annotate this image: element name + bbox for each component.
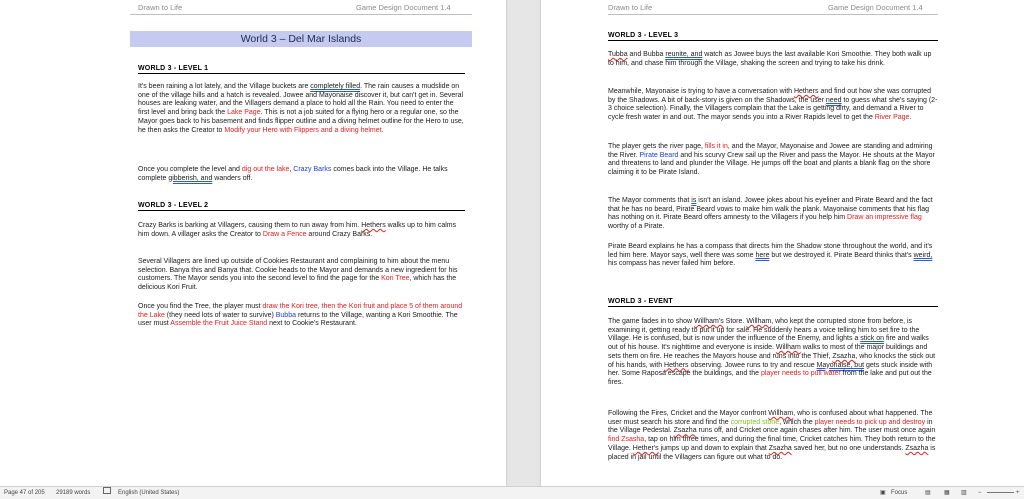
- heading-level2: WORLD 3 - LEVEL 2: [138, 202, 465, 211]
- header-right: Game Design Document 1.4: [828, 3, 923, 12]
- zoom-in-icon[interactable]: +: [1016, 490, 1020, 496]
- heading-level3: WORLD 3 - LEVEL 3: [608, 32, 938, 41]
- level3-paragraph-5: Pirate Beard explains he has a compass that directs him the Shadow stone throughout the world, and it's led him here. Mayor says, well there was some here but we destroyed it. Pirate Beard thinks that's weird, his compass has never failed him before.: [608, 243, 933, 268]
- header-left: Drawn to Life: [608, 3, 653, 12]
- word-count[interactable]: 29189 words: [56, 490, 91, 496]
- focus-icon[interactable]: ▣: [880, 490, 886, 496]
- heading-level1: WORLD 3 - LEVEL 1: [138, 65, 465, 74]
- event-paragraph-2: Following the Fires, Cricket and the Mayor confront Willham, who is confused about what happened. The user must search his store and find the corrupted stone, which the player needs to pick up and destroy in the Village Pedestal. Zsazha runs off, and Cricket once again chases after him. The user must once again find Zsasha, tap on him three times, and during the final time, Cricket catches him. They both return to the Village. Hether's jumps up and down to explain that Zsazha saved her, but no one understands. Zsazha is placed in jail until the Villagers can figure out what to do.: [608, 410, 936, 461]
- level3-paragraph-2: Meanwhile, Mayonaise is trying to have a conversation with Hethers and find out how she was corrupted by the Shadows. A bit of back-story is given on the Shadows, the user need to guess what she's saying (2-3 choice selection). Finally, the Villagers complain that the Lake is getting dirty, and demand a River to cycle fresh water in and out. The mayor sends you into a River Rapids level to get the River Page.: [608, 88, 938, 122]
- level3-paragraph-1: Tubba and Bubba reunite, and watch as Jowee buys the last available Kori Smoothie. They both walk up to him, and chase him through the Village, shaking the screen and trying to take his drink.: [608, 51, 932, 67]
- header-rule: [130, 14, 472, 15]
- level1-paragraph-2: Once you complete the level and dig out the lake, Crazy Barks comes back into the Village. He talks complete gibberish, and wanders off.: [138, 166, 448, 182]
- read-mode-icon[interactable]: ▤: [925, 490, 931, 496]
- web-layout-icon[interactable]: ▥: [961, 490, 967, 496]
- level3-paragraph-4: The Mayor comments that is isn't an island. Jowee jokes about his eyeliner and Pirate Beard and the fact that he has no beard, Pirate Beard vows to make him walk the plank. Mayonaise comments that his flag has nothing on it. Pirate Beard offers amnesty to the Villagers if you help him Draw an impressive flag worthy of a Pirate.: [608, 197, 933, 231]
- page-count[interactable]: Page 47 of 205: [4, 490, 45, 496]
- language-indicator[interactable]: English (United States): [118, 490, 180, 496]
- print-layout-icon[interactable]: ▦: [944, 490, 950, 496]
- header-rule: [608, 14, 938, 15]
- header-left: Drawn to Life: [138, 3, 183, 12]
- world-title-band: World 3 – Del Mar Islands: [130, 31, 472, 47]
- event-paragraph-1: The game fades in to show Willham's Store. Willham, who kept the corrupted stone from before, is examining it, getting ready to put it up for sale. He suddenly hears a voice telling him to set fire to the Village. He is confused, but is now under the influence of the Enemy, and lights a stick on fire and walks out of his house. It's nighttime and everyone is inside. Willham walks to most of the major buildings and sets them on fire. He reaches the Mayors house and runs into the Thief, Zsazha, who knocks the stick out of his hands, with Hethers observing. Jowee runs to try and rescue Mayonaise, but gets stuck inside with her. Some Raposa escape the buildings, and the player needs to pull water from the lake and put out the fires.: [608, 318, 936, 386]
- document-page-right: [541, 0, 1024, 486]
- zoom-slider[interactable]: [987, 492, 1014, 493]
- level2-paragraph-1: Crazy Barks is barking at Villagers, causing them to run away from him. Hethers walks up to him calms him down. A villager asks the Creator to Draw a Fence around Crazy Barks.: [138, 222, 457, 238]
- header-right: Game Design Document 1.4: [356, 3, 451, 12]
- level2-paragraph-3: Once you find the Tree, the player must draw the Kori tree, then the Kori fruit and place 5 of them around the Lake (they need lots of water to survive) Bubba returns to the Village, wanting a Kori Smoothie. The user must Assemble the Fruit Juice Stand next to Cookie's Restaurant.: [138, 303, 463, 328]
- zoom-out-icon[interactable]: −: [978, 490, 982, 496]
- status-bar: [0, 486, 1024, 499]
- level1-paragraph-1: It's been raining a lot lately, and the Village buckets are completely filled. The rain causes a mudslide on one of the village hills and a hatch is revealed. Jowee and Mayonaise discover it, but can't get in. Several houses are leaking water, and the Villagers demand a place to hold all the Rain. You need to enter the first level and bring back the Lake Page. This is not a job suited for a flying hero or a regular one, so the Mayor goes back to his basement and finds flipper outline and a diving helmet outline for the Hero to use, he then asks the Creator to Modify your Hero with Flippers and a diving helmet.: [138, 83, 464, 134]
- focus-button[interactable]: Focus: [891, 490, 908, 496]
- heading-event: WORLD 3 - EVENT: [608, 298, 938, 307]
- level3-paragraph-3: The player gets the river page, fills it in, and the Mayor, Mayonaise and Jowee are standing and admiring the River. Pirate Beard and his scurvy Crew sail up the River and pass the Mayor. He shouts at the Mayor and threatens to land and plunder the Village. He jumps off the boat and plants a blank flag on the shore claiming it to be Pirate Island.: [608, 143, 935, 177]
- level2-paragraph-2: Several Villagers are lined up outside of Cookies Restaurant and complaining to him about the menu selection. Banya this and Banya that. Cookie heads to the Mayor and demands a new ingredient for his customers. The Mayor sends you into the second level to find the page for the Kori Tree, which has the delicious Kori Fruit.: [138, 258, 458, 292]
- document-page-left: [0, 0, 506, 486]
